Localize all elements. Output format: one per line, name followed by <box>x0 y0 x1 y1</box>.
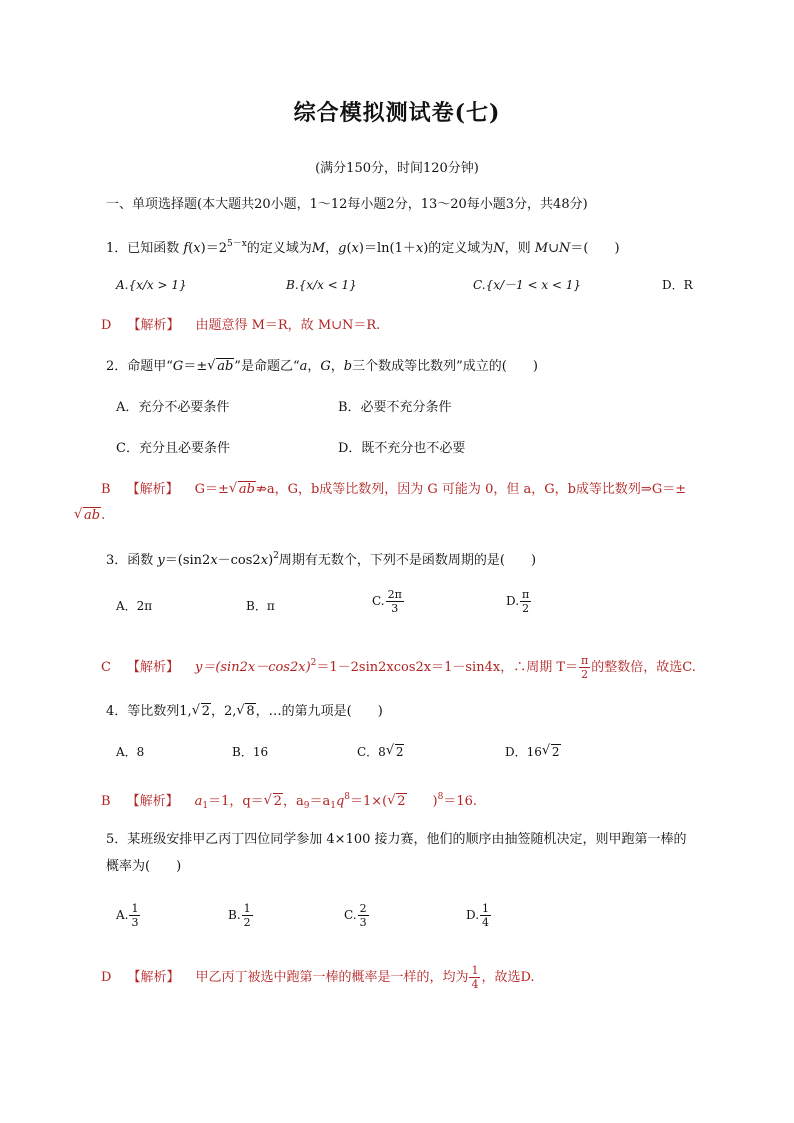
answer-letter: B <box>101 794 111 809</box>
exponent: 8 <box>437 792 444 802</box>
q1-option-d: D．R <box>662 278 693 292</box>
subscript: 1 <box>202 801 209 811</box>
q2-answer-cont <box>74 506 105 526</box>
answer-text: q <box>335 794 345 809</box>
q3-text: y <box>157 553 165 568</box>
q3-text: 周期有无数个，下列不是函数周期的是( ) <box>278 553 537 568</box>
q1-text: ，则 <box>504 241 535 256</box>
answer-text: 甲乙丙丁被选中跑第一棒的概率是一样的，均为 <box>195 970 469 985</box>
answer-text: 的整数倍，故选C. <box>591 660 696 675</box>
radicand: 2 <box>395 745 404 759</box>
q4-option-d <box>505 742 561 762</box>
fraction <box>358 902 369 929</box>
q1-option-a: A.{x/x > 1} <box>116 278 187 292</box>
numerator: 2π <box>387 588 402 601</box>
sqrt-symbol <box>387 792 406 812</box>
q1-option-c: C.{x/－1 < x < 1} <box>473 278 582 292</box>
numerator: 1 <box>471 964 479 977</box>
option-label: A. <box>116 908 129 922</box>
denominator: 4 <box>482 916 490 929</box>
subscript: 9 <box>303 801 310 811</box>
radicand: 8 <box>246 704 255 719</box>
q1-text: ∪ <box>548 241 559 256</box>
numerator: 1 <box>131 902 139 915</box>
answer-letter: D <box>101 318 112 333</box>
answer-text: ＝1－2sin2xcos2x＝1－sin4x，∴周期 T＝ <box>316 660 578 675</box>
q1-text: N <box>493 241 505 256</box>
q1-text: x <box>193 241 201 256</box>
q1-text: ( <box>346 241 352 256</box>
q2-text: ＝± <box>183 359 208 374</box>
sqrt-symbol <box>74 506 101 526</box>
q1-text: M <box>534 241 549 256</box>
numerator: π <box>581 654 589 667</box>
q2-text: ， <box>330 359 344 374</box>
q1-exponent: 5－x <box>226 239 247 249</box>
q4-option-b: B．16 <box>232 745 269 759</box>
option-label: C．8 <box>357 745 386 759</box>
q2-radicand: ab <box>217 359 234 374</box>
q1-text: N <box>559 241 571 256</box>
q2-text: a <box>299 359 308 374</box>
q3-text: x <box>210 553 218 568</box>
answer-text: . <box>101 508 106 523</box>
q1-text: M <box>311 241 326 256</box>
q1-text: x <box>415 241 424 256</box>
answer-text: G＝± <box>194 482 229 497</box>
q3-text: x <box>260 553 269 568</box>
sqrt-symbol <box>192 702 211 722</box>
denominator: 3 <box>359 916 367 929</box>
q1-text: x <box>351 241 359 256</box>
question-3 <box>106 546 536 571</box>
q3-option-d <box>506 588 532 615</box>
q5-option-c <box>344 902 370 929</box>
denominator: 2 <box>243 916 251 929</box>
answer-letter: C <box>101 660 111 675</box>
q4-text: 4．等比数列1, <box>106 704 192 719</box>
q3-text: ＝(sin2 <box>164 553 211 568</box>
denominator: 4 <box>471 978 479 991</box>
option-label: D．16 <box>505 745 542 759</box>
denominator: 3 <box>391 602 399 615</box>
answer-text: ⇏a，G，b成等比数列，因为 G 可能为 0，但 a，G，b成等比数列⇒G＝± <box>255 482 687 497</box>
q4-text: ，2, <box>210 704 237 719</box>
option-label: B. <box>228 908 241 922</box>
sqrt-symbol <box>542 742 561 762</box>
answer-radicand: ab <box>84 508 101 523</box>
denominator: 2 <box>522 602 530 615</box>
q4-option-c <box>357 742 404 762</box>
answer-text: 由题意得 M＝R，故 M∪N＝R. <box>195 318 381 333</box>
answer-text: ＝1，q＝ <box>208 794 264 809</box>
answer-tag: 【解析】 <box>126 482 179 497</box>
fraction <box>386 588 404 615</box>
answer-tag: 【解析】 <box>126 660 179 675</box>
answer-letter: D <box>101 970 112 985</box>
answer-text: ) <box>432 794 438 809</box>
q1-text: 的定义域为 <box>246 241 312 256</box>
q2-option-d: D．既不充分也不必要 <box>338 441 466 456</box>
answer-text: ，a <box>282 794 304 809</box>
answer-text: a <box>194 794 203 809</box>
sqrt-symbol <box>264 792 283 812</box>
option-label: C. <box>372 594 385 608</box>
q2-option-b: B．必要不充分条件 <box>338 400 452 415</box>
question-1 <box>106 234 620 259</box>
denominator: 3 <box>131 916 139 929</box>
answer-letter: B <box>101 482 111 497</box>
q1-text: ( <box>188 241 194 256</box>
sqrt-symbol <box>207 357 234 377</box>
answer-text: ＝16. <box>443 794 478 809</box>
page-subtitle: (满分150分，时间120分钟) <box>315 161 479 176</box>
q2-option-a: A．充分不必要条件 <box>116 400 230 415</box>
sqrt-symbol <box>386 742 405 762</box>
q2-text: ”是命题乙“ <box>234 359 300 374</box>
answer-tag: 【解析】 <box>126 794 179 809</box>
q1-text: )的定义域为 <box>423 241 494 256</box>
q3-option-c <box>372 588 405 615</box>
numerator: 1 <box>243 902 251 915</box>
q1-text: 1．已知函数 <box>106 241 184 256</box>
question-5-line1: 5．某班级安排甲乙丙丁四位同学参加 4×100 接力赛，他们的顺序由抽签随机决定，则甲跑第一棒的 <box>106 832 687 847</box>
radicand: 2 <box>201 704 210 719</box>
q1-text: )＝2 <box>200 241 227 256</box>
answer-text: ，故选D. <box>481 970 535 985</box>
numerator: 1 <box>482 902 490 915</box>
radicand: 2 <box>551 745 560 759</box>
q3-option-b: B．π <box>246 599 275 613</box>
section-heading: 一、单项选择题(本大题共20小题，1～12每小题2分，13～20每小题3分，共48分) <box>106 197 588 212</box>
answer-exponent: 2 <box>310 658 317 668</box>
q2-option-c: C．充分且必要条件 <box>116 441 230 456</box>
answer-text: y＝(sin2x－cos2x) <box>194 660 311 675</box>
option-label: D. <box>466 908 480 922</box>
sqrt-symbol <box>229 480 256 500</box>
fraction <box>242 902 253 929</box>
q1-text: ， <box>325 241 339 256</box>
q5-option-b <box>228 902 254 929</box>
q3-exponent: 2 <box>273 551 279 561</box>
numerator: 2 <box>359 902 367 915</box>
numerator: π <box>522 588 530 601</box>
fraction <box>579 654 590 681</box>
q1-option-b: B.{x/x < 1} <box>286 278 357 292</box>
q2-text: b <box>343 359 353 374</box>
q2-text: 三个数成等比数列”成立的( ) <box>352 359 538 374</box>
q2-answer <box>101 480 686 500</box>
answer-text: ＝a <box>309 794 331 809</box>
q5-option-d <box>466 902 492 929</box>
q3-option-a: A．2π <box>116 599 153 613</box>
answer-tag: 【解析】 <box>127 318 180 333</box>
q3-answer <box>101 653 696 681</box>
fraction <box>480 902 491 929</box>
answer-radicand: ab <box>238 482 255 497</box>
page-title: 综合模拟测试卷(七) <box>293 100 501 126</box>
q1-text: g <box>338 241 347 256</box>
answer-tag: 【解析】 <box>127 970 180 985</box>
denominator: 2 <box>581 668 589 681</box>
question-5-line2: 概率为( ) <box>106 859 182 874</box>
fraction <box>129 902 140 929</box>
option-label: D. <box>506 594 520 608</box>
q2-text: 2．命题甲“ <box>106 359 173 374</box>
subscript: 1 <box>330 801 336 811</box>
q5-answer <box>101 964 535 991</box>
q4-option-a: A．8 <box>116 745 145 759</box>
fraction <box>469 964 480 991</box>
q4-answer <box>101 787 477 816</box>
radicand: 2 <box>397 794 406 809</box>
q2-text: ， <box>307 359 321 374</box>
q3-text: 3．函数 <box>106 553 158 568</box>
q3-text: －cos2 <box>217 553 261 568</box>
question-2 <box>106 357 538 377</box>
q5-option-a <box>116 902 141 929</box>
answer-text: ＝1×( <box>350 794 388 809</box>
exponent: 8 <box>344 792 351 802</box>
sqrt-symbol <box>236 702 255 722</box>
fraction <box>520 588 531 615</box>
question-4 <box>106 702 383 722</box>
q3-text: ) <box>268 553 274 568</box>
radicand: 2 <box>273 794 282 809</box>
q2-text: G <box>320 359 331 374</box>
q4-text: ，…的第九项是( ) <box>255 704 383 719</box>
option-label: C. <box>344 908 357 922</box>
q1-text: f <box>183 241 189 256</box>
q1-answer <box>101 316 380 336</box>
q1-text: ＝( ) <box>570 241 620 256</box>
q1-text: )＝ln(1＋ <box>358 241 416 256</box>
q2-text: G <box>172 359 184 374</box>
